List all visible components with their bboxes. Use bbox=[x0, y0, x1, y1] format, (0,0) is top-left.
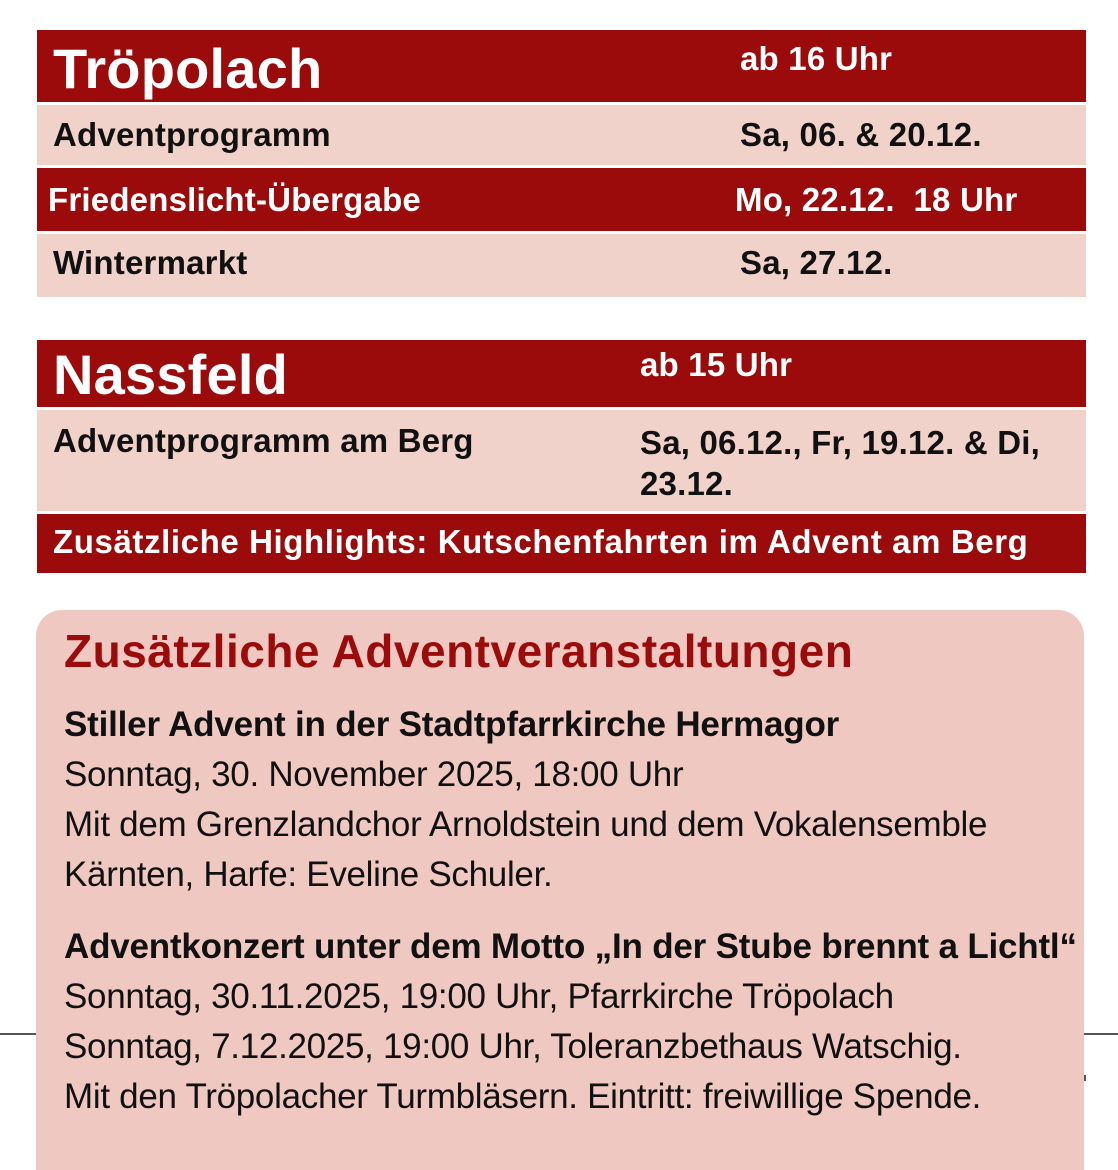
event-date: Sa, 27.12. bbox=[740, 244, 893, 281]
event-line: Sonntag, 7.12.2025, 19:00 Uhr, Toleranzbethaus Watschig. bbox=[64, 1027, 962, 1066]
event-label: Friedenslicht-Übergabe bbox=[48, 181, 421, 218]
additional-events-panel bbox=[36, 610, 1084, 1170]
event-line: Sonntag, 30. November 2025, 18:00 Uhr bbox=[64, 755, 684, 794]
table-row bbox=[37, 105, 1086, 168]
event-date: Mo, 22.12. 18 Uhr bbox=[735, 181, 1018, 218]
event-line: Kärnten, Harfe: Eveline Schuler. bbox=[64, 855, 553, 894]
event-label: Wintermarkt bbox=[53, 244, 248, 281]
page-rule-left bbox=[0, 1033, 36, 1035]
table-row bbox=[37, 234, 1086, 297]
event-block bbox=[64, 700, 1074, 900]
nassfeld-time: ab 15 Uhr bbox=[640, 346, 793, 383]
event-label: Adventprogramm bbox=[53, 116, 331, 153]
highlight-row bbox=[37, 514, 1086, 573]
event-date: Sa, 06. & 20.12. bbox=[740, 116, 982, 153]
event-line: Sonntag, 30.11.2025, 19:00 Uhr, Pfarrkirche Tröpolach bbox=[64, 977, 894, 1016]
event-label: Adventprogramm am Berg bbox=[53, 422, 474, 459]
event-block bbox=[64, 922, 1077, 1122]
event-line: Mit den Tröpolacher Turmbläsern. Eintritt: freiwillige Spende. bbox=[64, 1077, 982, 1116]
table-row bbox=[37, 168, 1086, 234]
highlight-text: Zusätzliche Highlights: Kutschenfahrten im Advent am Berg bbox=[53, 523, 1029, 560]
troepolach-header bbox=[37, 30, 1086, 105]
nassfeld-header bbox=[37, 340, 1086, 410]
troepolach-title: Tröpolach bbox=[53, 37, 323, 100]
event-title: Stiller Advent in der Stadtpfarrkirche Hermagor bbox=[64, 705, 840, 744]
panel-title: Zusätzliche Adventveranstaltungen bbox=[64, 625, 854, 677]
page-tick bbox=[1084, 1075, 1086, 1081]
nassfeld-table bbox=[37, 340, 1086, 573]
event-line: Mit dem Grenzlandchor Arnoldstein und dem Vokalensemble bbox=[64, 805, 988, 844]
event-title: Adventkonzert unter dem Motto „In der Stube brennt a Lichtl“ bbox=[64, 927, 1077, 966]
troepolach-table bbox=[37, 30, 1086, 297]
page-rule-right bbox=[1084, 1033, 1118, 1035]
event-date: Sa, 06.12., Fr, 19.12. & Di, 23.12. bbox=[640, 424, 1040, 502]
troepolach-time: ab 16 Uhr bbox=[740, 40, 893, 77]
nassfeld-title: Nassfeld bbox=[53, 343, 289, 406]
table-row bbox=[37, 410, 1086, 514]
